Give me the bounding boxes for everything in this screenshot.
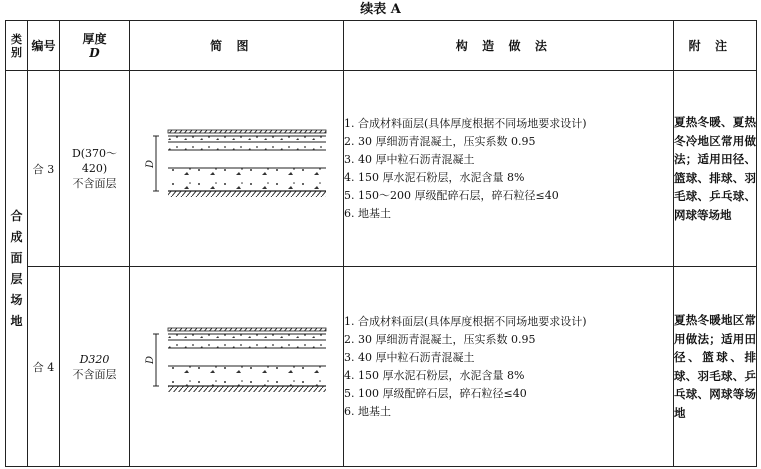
header-row <box>6 21 757 71</box>
header-thickness-line1: 厚度 <box>82 31 107 46</box>
thickness-cell <box>60 267 130 467</box>
thickness-line: D(370～ <box>71 147 118 160</box>
method-step: 1. 合成材料面层(具体厚度根据不同场地要求设计) <box>344 116 587 130</box>
table-row <box>6 71 757 267</box>
diagram-cell <box>130 267 344 467</box>
table-row <box>6 267 757 467</box>
method-step: 4. 150 厚水泥石粉层，水泥含量 8% <box>344 368 525 382</box>
method-list <box>344 313 673 421</box>
method-step: 6. 地基土 <box>344 206 391 220</box>
method-step: 3. 40 厚中粒石沥青混凝土 <box>344 350 475 364</box>
layer-section-diagram <box>142 124 332 214</box>
category-char: 合 <box>10 208 23 223</box>
dimension-label: D <box>144 355 156 364</box>
header-method: 构造做法 <box>344 21 674 71</box>
category-char: 面 <box>10 250 23 265</box>
method-cell <box>344 267 674 467</box>
method-step: 1. 合成材料面层(具体厚度根据不同场地要求设计) <box>344 314 587 328</box>
header-note: 附注 <box>674 21 757 71</box>
header-diagram: 简图 <box>130 21 344 71</box>
header-number: 编号 <box>28 21 60 71</box>
method-step: 4. 150 厚水泥石粉层，水泥含量 8% <box>344 170 525 184</box>
thickness-line: 不含面层 <box>72 367 117 381</box>
category-char: 层 <box>10 271 23 286</box>
header-category <box>6 21 28 71</box>
dimension-label: D <box>144 159 156 168</box>
method-step: 6. 地基土 <box>344 404 391 418</box>
thickness-line: 不含面层 <box>72 177 117 190</box>
row-number: 合 4 <box>28 267 60 467</box>
table-title: 续表 A <box>360 2 401 17</box>
method-step: 2. 30 厚细沥青混凝土，压实系数 0.95 <box>344 134 536 148</box>
construction-table <box>5 20 757 467</box>
note-cell: 夏热冬暖、夏热冬冷地区常用做法；适用田径、篮球、排球、羽毛球、乒乓球、网球等场地 <box>674 71 757 267</box>
method-list <box>344 115 673 223</box>
category-cell <box>6 71 28 467</box>
method-step: 3. 40 厚中粒石沥青混凝土 <box>344 152 475 166</box>
method-step: 5. 100 厚级配碎石层，碎石粒径≤40 <box>344 386 527 400</box>
category-char: 成 <box>10 229 23 244</box>
method-cell <box>344 71 674 267</box>
thickness-line: 420) <box>81 162 108 175</box>
category-char: 地 <box>10 313 23 328</box>
category-char: 场 <box>10 292 23 307</box>
thickness-cell <box>60 71 130 267</box>
note-cell: 夏热冬暖地区常用做法；适用田径、篮球、排球、羽毛球、乒乓球、网球等场地 <box>674 267 757 467</box>
header-thickness <box>60 21 130 71</box>
row-number: 合 3 <box>28 71 60 267</box>
thickness-line: D320 <box>79 352 110 366</box>
method-step: 5. 150～200 厚级配碎石层，碎石粒径≤40 <box>344 188 559 202</box>
method-step: 2. 30 厚细沥青混凝土，压实系数 0.95 <box>344 332 536 346</box>
diagram-cell <box>130 71 344 267</box>
header-thickness-line2: D <box>89 45 100 60</box>
layer-section-diagram <box>142 322 332 412</box>
header-category-text: 类别 <box>11 32 22 59</box>
